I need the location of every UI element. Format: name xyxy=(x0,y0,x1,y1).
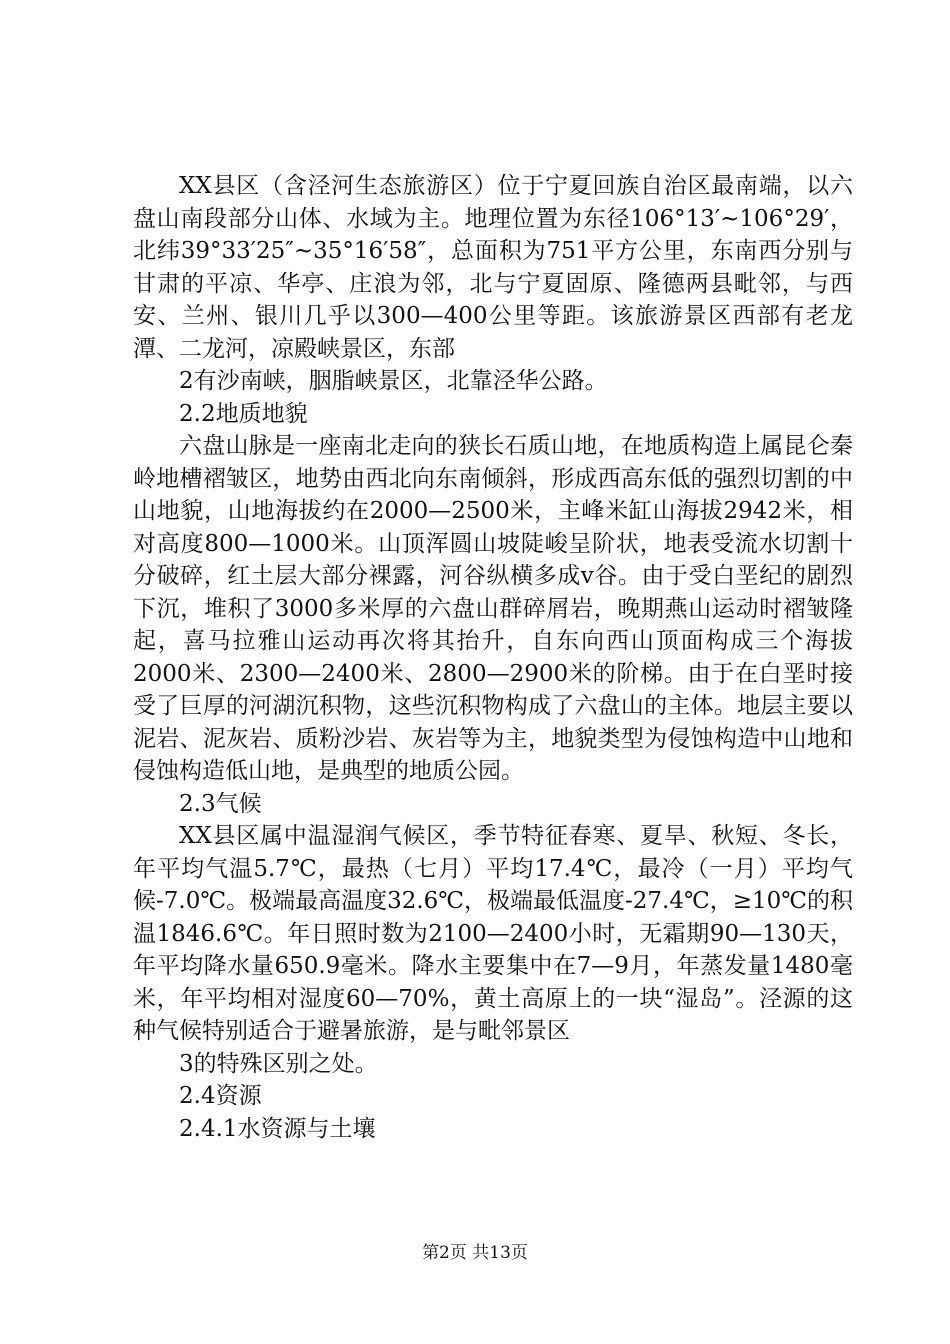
page-footer: 第2页 共13页 xyxy=(422,1243,528,1263)
paragraph-location-continued: 2有沙南峡，胭脂峡景区，北靠泾华公路。 xyxy=(179,368,608,394)
section-heading-climate: 2.3气候 xyxy=(179,790,262,817)
paragraph-climate-continued: 3的特殊区别之处。 xyxy=(179,1050,378,1077)
subsection-heading-water-soil: 2.4.1水资源与土壤 xyxy=(179,1115,376,1142)
section-heading-resources: 2.4资源 xyxy=(179,1083,262,1109)
document-body xyxy=(133,170,853,1145)
paragraph-climate: XX县区属中温湿润气候区，季节特征春寒、夏旱、秋短、冬长，年平均气温5.7℃，最热（七月）平均17.4℃，最冷（一月）平均气候-7.0℃。极端最高温度32.6℃，极端最低温度-27.4℃，≥10℃的积温1846.6℃。年日照时数为2100—2400小时，无霜期90—130天，年平均降水量650.9毫米。降水主要集中在7—9月，年蒸发量1480毫米，年平均相对湿度60—70%，黄土高原上的一块“湿岛”。泾源的这种气候特别适合于避暑旅游，是与毗邻景区 xyxy=(133,823,853,1044)
paragraph-location: XX县区（含泾河生态旅游区）位于宁夏回族自治区最南端，以六盘山南段部分山体、水域为主。地理位置为东径106°13′~106°29′，北纬39°33′25″~35°16′58″，总面积为751平方公里，东南西分别与甘肃的平凉、华亭、庄浪为邻，北与宁夏固原、隆德两县毗邻，与西安、兰州、银川几乎以300—400公里等距。该旅游景区西部有老龙潭、二龙河，凉殿峡景区，东部 xyxy=(133,173,853,362)
section-heading-geology: 2.2地质地貌 xyxy=(179,400,308,427)
paragraph-geology: 六盘山脉是一座南北走向的狭长石质山地，在地质构造上属昆仑秦岭地槽褶皱区，地势由西北向东南倾斜，形成西高东低的强烈切割的中山地貌，山地海拔约在2000—2500米，主峰米缸山海拔2942米，相对高度800—1000米。山顶浑圆山坡陡峻呈阶状，地表受流水切割十分破碎，红土层大部分裸露，河谷纵横多成v谷。由于受白垩纪的剧烈下沉，堆积了3000多米厚的六盘山群碎屑岩，晚期燕山运动时褶皱隆起，喜马拉雅山运动再次将其抬升，自东向西山顶面构成三个海拔2000米、2300—2400米、2800—2900米的阶梯。由于在白垩时接受了巨厚的河湖沉积物，这些沉积物构成了六盘山的主体。地层主要以泥岩、泥灰岩、质粉沙岩、灰岩等为主，地貌类型为侵蚀构造中山地和侵蚀构造低山地，是典型的地质公园。 xyxy=(133,433,853,784)
